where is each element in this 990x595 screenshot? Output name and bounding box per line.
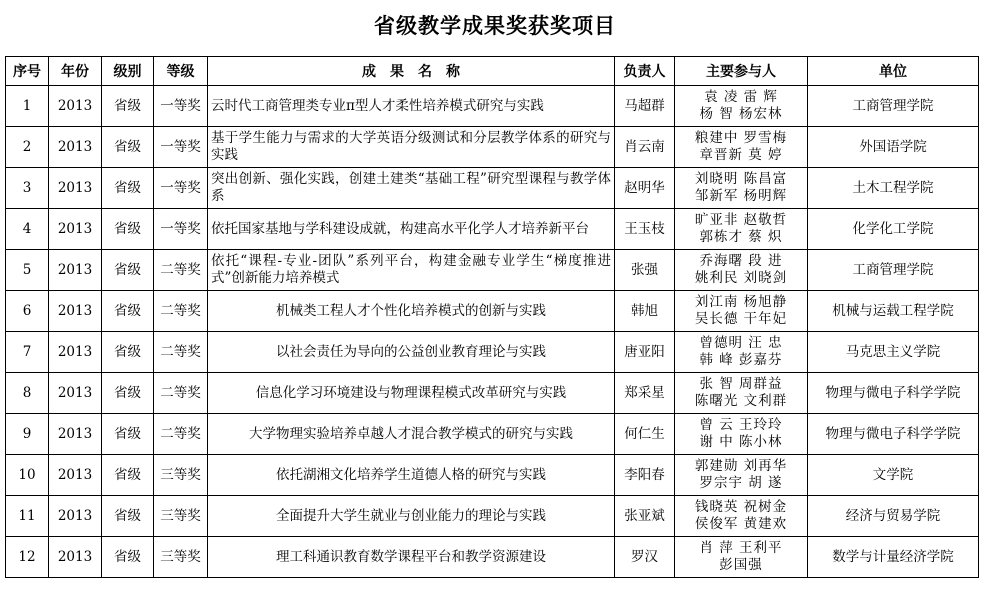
cell-grade: 一等奖 — [154, 209, 208, 250]
cell-grade: 二等奖 — [154, 332, 208, 373]
cell-no: 1 — [6, 86, 49, 127]
cell-unit: 物理与微电子科学学院 — [808, 373, 979, 414]
cell-unit: 外国语学院 — [808, 127, 979, 168]
cell-project: 基于学生能力与需求的大学英语分级测试和分层教学体系的研究与实践 — [208, 127, 615, 168]
cell-level: 省级 — [102, 414, 154, 455]
header-no: 序号 — [6, 57, 49, 86]
cell-unit: 马克思主义学院 — [808, 332, 979, 373]
cell-project: 依托国家基地与学科建设成就，构建高水平化学人才培养新平台 — [208, 209, 615, 250]
member-line: 姚利民 刘晓剑 — [694, 270, 788, 286]
cell-members — [675, 291, 808, 332]
cell-members — [675, 496, 808, 537]
cell-year: 2013 — [49, 496, 102, 537]
member-line: 袁 凌 雷 辉 — [704, 89, 778, 105]
cell-year: 2013 — [49, 414, 102, 455]
cell-grade: 一等奖 — [154, 86, 208, 127]
cell-level: 省级 — [102, 496, 154, 537]
cell-grade: 二等奖 — [154, 250, 208, 291]
cell-members — [675, 537, 808, 578]
cell-project: 机械类工程人才个性化培养模式的创新与实践 — [208, 291, 615, 332]
header-project: 成 果 名 称 — [208, 57, 615, 86]
member-line: 曾德明 汪 忠 — [699, 335, 783, 351]
cell-level: 省级 — [102, 537, 154, 578]
cell-no: 10 — [6, 455, 49, 496]
cell-no: 7 — [6, 332, 49, 373]
cell-no: 6 — [6, 291, 49, 332]
header-leader: 负责人 — [615, 57, 675, 86]
cell-year: 2013 — [49, 291, 102, 332]
member-line: 章晋新 莫 婷 — [699, 147, 783, 163]
cell-year: 2013 — [49, 332, 102, 373]
cell-year: 2013 — [49, 373, 102, 414]
cell-unit: 数学与计量经济学院 — [808, 537, 979, 578]
cell-leader: 唐亚阳 — [615, 332, 675, 373]
cell-members — [675, 209, 808, 250]
page-title: 省级教学成果奖获奖项目 — [374, 14, 616, 38]
cell-members — [675, 168, 808, 209]
member-line: 郭建勋 刘再华 — [694, 458, 788, 474]
cell-members — [675, 127, 808, 168]
header-members: 主要参与人 — [675, 57, 808, 86]
cell-members — [675, 86, 808, 127]
cell-leader: 罗汉 — [615, 537, 675, 578]
cell-project: 大学物理实验培养卓越人才混合教学模式的研究与实践 — [208, 414, 615, 455]
table-row — [6, 496, 979, 537]
cell-unit: 物理与微电子科学学院 — [808, 414, 979, 455]
member-line: 韩 峰 彭嘉芬 — [699, 352, 783, 368]
cell-leader: 张强 — [615, 250, 675, 291]
cell-members — [675, 414, 808, 455]
table-row — [6, 127, 979, 168]
cell-leader: 韩旭 — [615, 291, 675, 332]
cell-level: 省级 — [102, 250, 154, 291]
cell-unit: 文学院 — [808, 455, 979, 496]
cell-leader: 赵明华 — [615, 168, 675, 209]
member-line: 粮建中 罗雪梅 — [694, 130, 788, 146]
cell-unit: 机械与运载工程学院 — [808, 291, 979, 332]
cell-year: 2013 — [49, 455, 102, 496]
member-line: 张 智 周群益 — [699, 376, 783, 392]
member-line: 刘江南 杨旭静 — [694, 294, 788, 310]
cell-grade: 三等奖 — [154, 455, 208, 496]
member-line: 钱晓英 祝树金 — [694, 499, 788, 515]
cell-no: 8 — [6, 373, 49, 414]
table-row — [6, 332, 979, 373]
cell-grade: 三等奖 — [154, 496, 208, 537]
header-grade: 等级 — [154, 57, 208, 86]
cell-level: 省级 — [102, 373, 154, 414]
award-table — [5, 56, 979, 578]
table-row — [6, 455, 979, 496]
header-year: 年份 — [49, 57, 102, 86]
table-body — [6, 86, 979, 578]
cell-grade: 二等奖 — [154, 373, 208, 414]
cell-year: 2013 — [49, 86, 102, 127]
cell-project: 突出创新、强化实践，创建土建类“基础工程”研究型课程与教学体系 — [208, 168, 615, 209]
member-line: 曾 云 王玲玲 — [699, 417, 783, 433]
cell-level: 省级 — [102, 127, 154, 168]
cell-no: 12 — [6, 537, 49, 578]
cell-leader: 张亚斌 — [615, 496, 675, 537]
member-line: 杨 智 杨宏林 — [699, 106, 783, 122]
cell-year: 2013 — [49, 537, 102, 578]
cell-grade: 一等奖 — [154, 168, 208, 209]
member-line: 陈曙光 文利群 — [694, 393, 788, 409]
table-row — [6, 209, 979, 250]
member-line: 谢 中 陈小林 — [699, 434, 783, 450]
member-line: 旷亚非 赵敬哲 — [694, 212, 788, 228]
cell-project: 依托“课程-专业-团队”系列平台，构建金融专业学生“梯度推进式”创新能力培养模式 — [208, 250, 615, 291]
cell-grade: 二等奖 — [154, 291, 208, 332]
table-row — [6, 168, 979, 209]
header-unit: 单位 — [808, 57, 979, 86]
cell-project: 全面提升大学生就业与创业能力的理论与实践 — [208, 496, 615, 537]
table-row — [6, 291, 979, 332]
cell-members — [675, 332, 808, 373]
cell-year: 2013 — [49, 250, 102, 291]
table-row — [6, 86, 979, 127]
cell-project: 以社会责任为导向的公益创业教育理论与实践 — [208, 332, 615, 373]
member-line: 彭国强 — [719, 557, 763, 573]
member-line: 郭栋才 蔡 炽 — [699, 229, 783, 245]
cell-project: 依托湖湘文化培养学生道德人格的研究与实践 — [208, 455, 615, 496]
cell-grade: 一等奖 — [154, 127, 208, 168]
cell-grade: 二等奖 — [154, 414, 208, 455]
cell-members — [675, 373, 808, 414]
cell-unit: 土木工程学院 — [808, 168, 979, 209]
cell-unit: 工商管理学院 — [808, 250, 979, 291]
member-line: 肖 萍 王利平 — [699, 540, 783, 556]
cell-no: 9 — [6, 414, 49, 455]
cell-grade: 三等奖 — [154, 537, 208, 578]
cell-level: 省级 — [102, 86, 154, 127]
cell-members — [675, 455, 808, 496]
cell-level: 省级 — [102, 291, 154, 332]
cell-leader: 王玉枝 — [615, 209, 675, 250]
cell-leader: 何仁生 — [615, 414, 675, 455]
cell-leader: 马超群 — [615, 86, 675, 127]
cell-level: 省级 — [102, 455, 154, 496]
cell-leader: 肖云南 — [615, 127, 675, 168]
cell-no: 5 — [6, 250, 49, 291]
cell-year: 2013 — [49, 127, 102, 168]
table-row — [6, 537, 979, 578]
table-row — [6, 250, 979, 291]
cell-year: 2013 — [49, 209, 102, 250]
cell-no: 4 — [6, 209, 49, 250]
cell-level: 省级 — [102, 209, 154, 250]
member-line: 吴长德 干年妃 — [694, 311, 788, 327]
cell-project: 云时代工商管理类专业π型人才柔性培养模式研究与实践 — [208, 86, 615, 127]
cell-unit: 化学化工学院 — [808, 209, 979, 250]
cell-project: 信息化学习环境建设与物理课程模式改革研究与实践 — [208, 373, 615, 414]
table-row — [6, 373, 979, 414]
cell-no: 3 — [6, 168, 49, 209]
cell-leader: 郑采星 — [615, 373, 675, 414]
member-line: 刘晓明 陈昌富 — [694, 171, 788, 187]
table-row — [6, 414, 979, 455]
cell-unit: 经济与贸易学院 — [808, 496, 979, 537]
member-line: 乔海曙 段 进 — [699, 253, 783, 269]
cell-project: 理工科通识教育数学课程平台和教学资源建设 — [208, 537, 615, 578]
cell-members — [675, 250, 808, 291]
header-row — [6, 57, 979, 86]
cell-no: 2 — [6, 127, 49, 168]
cell-no: 11 — [6, 496, 49, 537]
header-level: 级别 — [102, 57, 154, 86]
member-line: 侯俊军 黄建欢 — [694, 516, 788, 532]
cell-level: 省级 — [102, 168, 154, 209]
cell-leader: 李阳春 — [615, 455, 675, 496]
cell-level: 省级 — [102, 332, 154, 373]
cell-year: 2013 — [49, 168, 102, 209]
cell-unit: 工商管理学院 — [808, 86, 979, 127]
member-line: 罗宗宇 胡 遂 — [699, 475, 783, 491]
member-line: 邹新军 杨明辉 — [694, 188, 788, 204]
